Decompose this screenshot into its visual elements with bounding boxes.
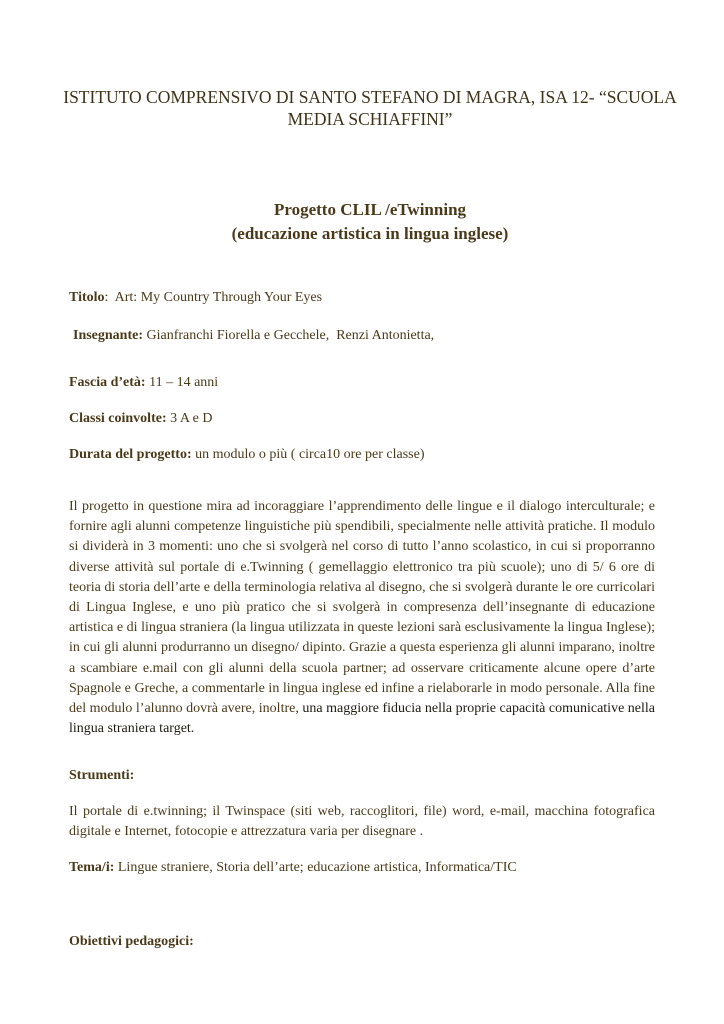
field-classi-coinvolte [69, 410, 213, 428]
project-description-closing: una maggiore fiducia nella proprie capacità comunicative nella lingua straniera target. [69, 701, 656, 737]
field-insegnante [73, 327, 434, 345]
field-classi-label: Classi coinvolte: [69, 411, 167, 426]
project-title-line2: (educazione artistica in lingua inglese) [231, 224, 509, 243]
field-fascia-eta-value: 11 – 14 anni [145, 375, 219, 390]
field-titolo [69, 289, 322, 307]
field-tema-value: Lingue straniere, Storia dell’arte; educazione artistica, Informatica/TIC [114, 860, 517, 875]
field-durata-progetto [69, 446, 424, 464]
project-description [69, 497, 655, 739]
field-titolo-sep: : [104, 290, 109, 305]
field-fascia-eta-label: Fascia d’età: [69, 375, 146, 390]
institute-header-line1: ISTITUTO COMPRENSIVO DI SANTO STEFANO DI MAGRA, ISA 12- “SCUOLA [63, 87, 677, 107]
strumenti-heading: Strumenti: [69, 768, 135, 783]
field-classi-value: 3 A e D [166, 411, 213, 426]
field-fascia-eta [69, 374, 218, 392]
field-insegnante-value: Gianfranchi Fiorella e Gecchele, Renzi Antonietta, [143, 328, 435, 343]
project-description-text: Il progetto in questione mira ad incoraggiare l’apprendimento delle lingue e il dialogo interculturale; e fornire agli alunni competenze linguistiche più spendibili, specialmente nelle attività pratiche. Il modulo si dividerà in 3 momenti: uno che si svolgerà nel corso di tutto l’anno scolastico, in cui si proporranno diverse attività sul portale di e.Twinning ( gemellaggio elettronico tra più scuole); uno di 5/ 6 ore di teoria di storia dell’arte e della terminologia relativa al disegno, che si svolgerà durante le ore curricolari di Lingua Inglese, e uno più pratico che si svolgerà in compresenza dell’insegnante di educazione artistica e di lingua straniera (la lingua utilizzata in queste lezioni sarà esclusivamente la lingua Inglese); in cui gli alunni produrranno un disegno/ dipinto. Grazie a questa esperienza gli alunni imparano, inoltre a scambiare e.mail con gli alunni della scuola partner; ad osservare criticamente alcune opere d’arte Spagnole e Greche, a commentarle in lingua inglese ed infine a rielaborarle in modo personale. Alla fine del modulo l’alunno dovrà avere, inoltre, [69, 499, 655, 717]
institute-header [60, 86, 680, 130]
field-tema-label: Tema/i: [69, 860, 115, 875]
field-titolo-value: Art: My Country Through Your Eyes [108, 290, 323, 305]
field-titolo-label: Titolo [69, 290, 105, 305]
project-title-line1: Progetto CLIL /eTwinning [273, 200, 467, 219]
field-tema [69, 859, 517, 877]
obiettivi-heading: Obiettivi pedagogici: [69, 934, 194, 949]
strumenti-text: Il portale di e.twinning; il Twinspace (siti web, raccoglitori, file) word, e-mail, macchina fotografica digitale e Internet, fotocopie e attrezzatura varia per disegnare . [69, 804, 655, 840]
project-title [60, 198, 680, 246]
field-durata-value: un modulo o più ( circa10 ore per classe) [191, 447, 425, 462]
field-insegnante-label: Insegnante: [73, 328, 144, 343]
field-durata-label: Durata del progetto: [69, 447, 192, 462]
institute-header-line2: MEDIA SCHIAFFINI” [287, 109, 453, 129]
